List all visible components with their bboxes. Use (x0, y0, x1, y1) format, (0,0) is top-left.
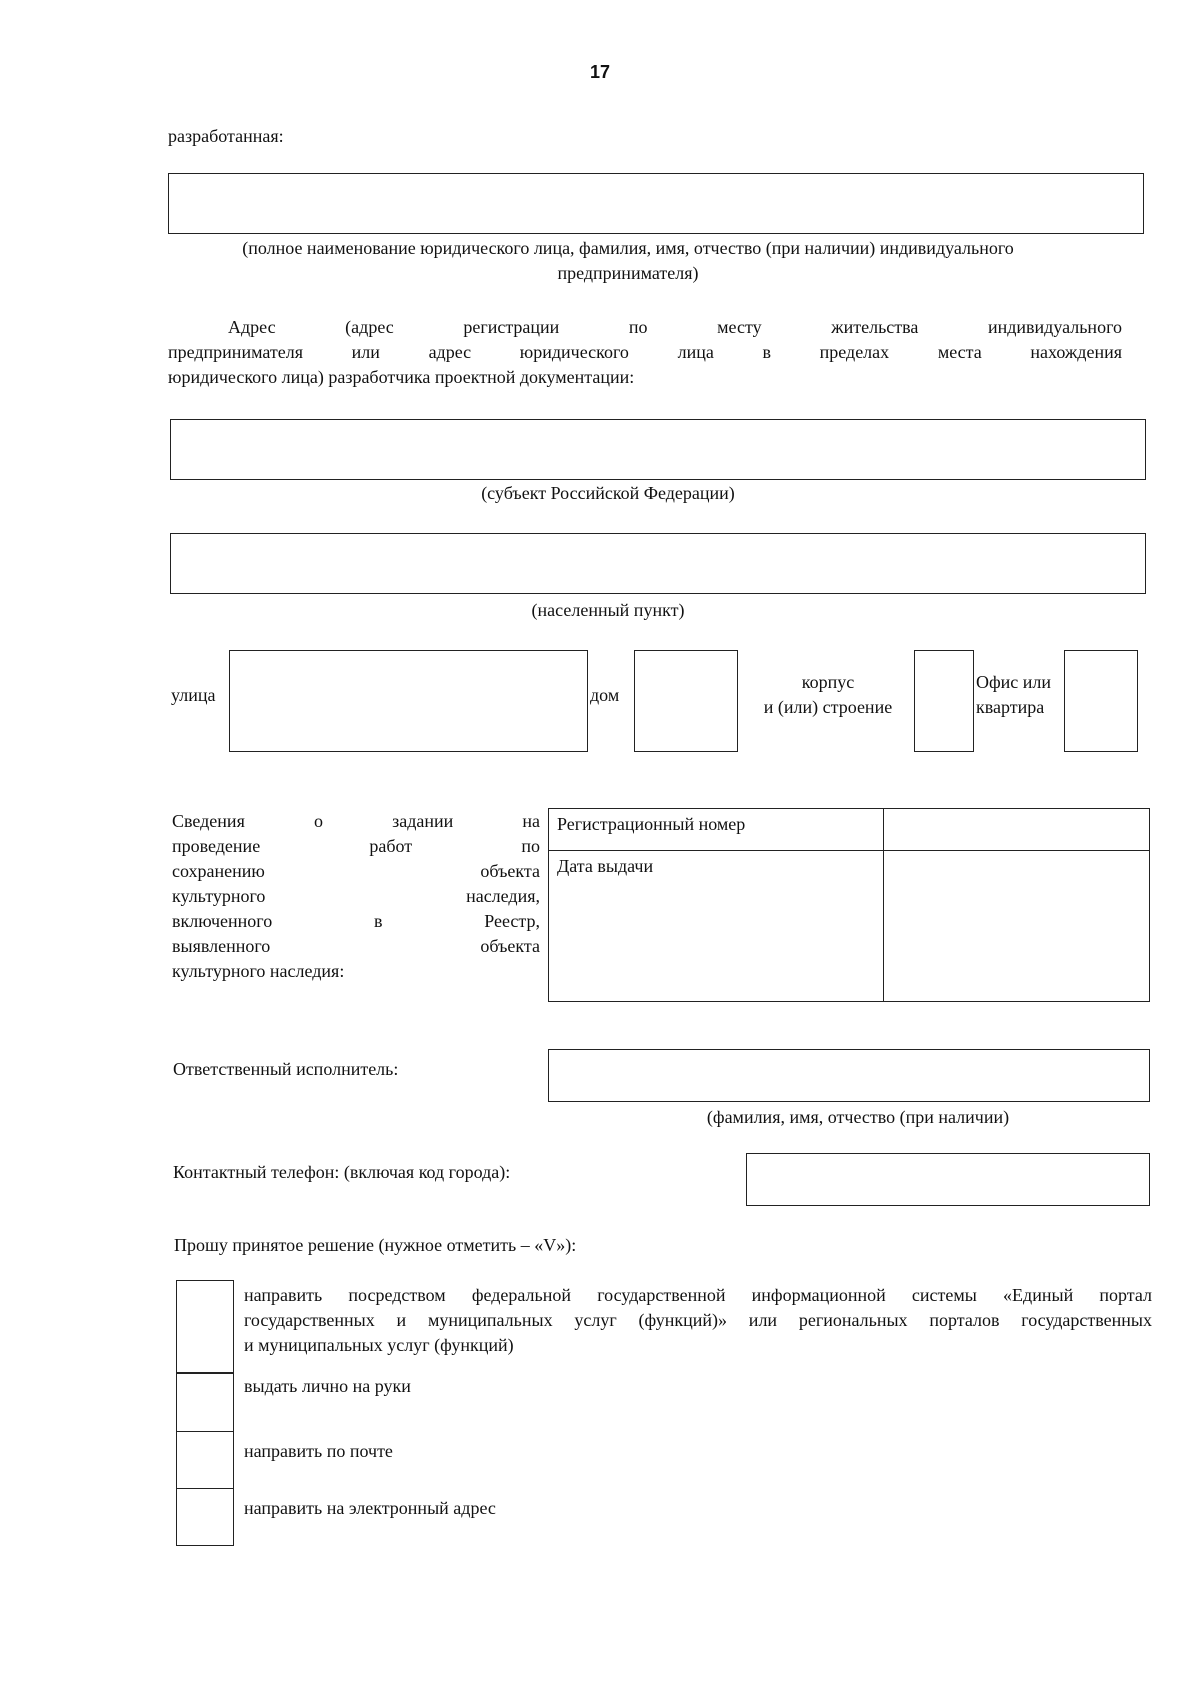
by-mail-label: направить по почте (244, 1441, 393, 1461)
building-label-line1: корпус (801, 672, 855, 692)
street-field[interactable] (229, 650, 588, 752)
responsible-caption: (фамилия, имя, отчество (при наличии) (706, 1107, 1010, 1127)
in-person-checkbox[interactable] (176, 1373, 234, 1432)
phone-field[interactable] (746, 1153, 1150, 1206)
portal-label (244, 1283, 1152, 1358)
responsible-label: Ответственный исполнитель: (173, 1059, 399, 1079)
by-email-checkbox[interactable] (176, 1488, 234, 1546)
address-line-3: юридического лица) разработчика проектной документации: (168, 367, 635, 387)
developed-by-label: разработанная: (168, 126, 284, 146)
office-label-line1: Офис или (976, 672, 1052, 692)
portal-label-line1: направить посредством федеральной государственной информационной системы «Единый портал (244, 1285, 1152, 1305)
decision-prompt: Прошу принятое решение (нужное отметить – «V»): (174, 1235, 577, 1255)
issue-date-field[interactable] (884, 851, 1150, 1002)
office-label (976, 670, 1051, 720)
office-field[interactable] (1064, 650, 1138, 752)
registration-table (548, 808, 1150, 1002)
task-info-line: культурного наследия, (172, 886, 540, 906)
building-label-line2: и (или) строение (763, 697, 893, 717)
page-number: 17 (589, 62, 611, 82)
developer-caption-line2: предпринимателя) (557, 263, 699, 283)
building-field[interactable] (914, 650, 974, 752)
address-line-1: Адрес (адрес регистрации по месту жительства индивидуального (228, 317, 1122, 337)
office-label-line2: квартира (976, 697, 1045, 717)
task-info-line: включенного в Реестр, (172, 911, 540, 931)
task-info-line: Сведения о задании на (172, 811, 540, 831)
responsible-field[interactable] (548, 1049, 1150, 1102)
task-info-line: культурного наследия: (172, 961, 345, 981)
portal-checkbox[interactable] (176, 1280, 234, 1373)
portal-label-line3: и муниципальных услуг (функций) (244, 1335, 514, 1355)
option-portal (176, 1280, 1152, 1373)
developer-name-field[interactable] (168, 173, 1144, 234)
in-person-label: выдать лично на руки (244, 1376, 411, 1396)
task-info-line: проведение работ по (172, 836, 540, 856)
reg-number-label: Регистрационный номер (549, 809, 884, 851)
house-label: дом (590, 685, 620, 705)
house-field[interactable] (634, 650, 738, 752)
task-info-line: сохранению объекта (172, 861, 540, 881)
task-info-text (172, 809, 540, 984)
option-by-email (176, 1488, 1152, 1546)
region-caption: (субъект Российской Федерации) (481, 483, 735, 503)
building-label (748, 670, 908, 720)
reg-number-field[interactable] (884, 809, 1150, 851)
phone-label: Контактный телефон: (включая код города): (173, 1162, 511, 1182)
by-mail-checkbox[interactable] (176, 1431, 234, 1489)
region-field[interactable] (170, 419, 1146, 480)
option-by-mail (176, 1431, 1152, 1488)
issue-date-label: Дата выдачи (549, 851, 884, 1002)
settlement-field[interactable] (170, 533, 1146, 594)
address-paragraph (168, 315, 1122, 390)
address-line-2: предпринимателя или адрес юридического лица в пределах места нахождения (168, 342, 1122, 362)
settlement-caption: (населенный пункт) (531, 600, 685, 620)
portal-label-line2: государственных и муниципальных услуг (функций)» или региональных порталов государственных (244, 1310, 1152, 1330)
street-label: улица (171, 685, 216, 705)
task-info-line: выявленного объекта (172, 936, 540, 956)
developer-caption-line1: (полное наименование юридического лица, фамилия, имя, отчество (при наличии) индивидуального (242, 238, 1014, 258)
option-in-person (176, 1373, 1152, 1431)
by-email-label: направить на электронный адрес (244, 1498, 496, 1518)
